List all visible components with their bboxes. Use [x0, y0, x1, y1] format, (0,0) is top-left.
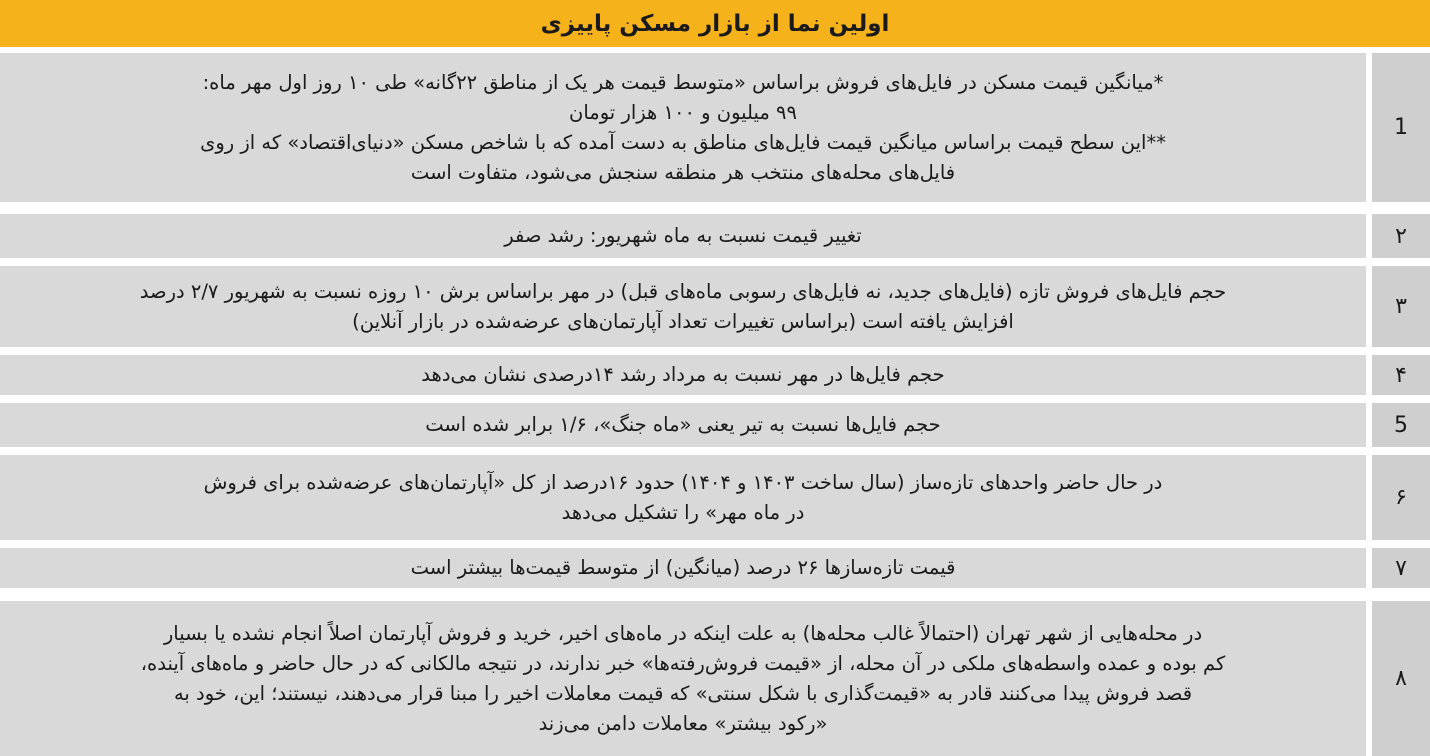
row-text-line: تغییر قیمت نسبت به ماه شهریور: رشد صفر: [504, 224, 862, 247]
table-title: اولین نما از بازار مسکن پاییزی: [540, 10, 890, 37]
row-text-line: *میانگین قیمت مسکن در فایل‌های فروش براساس «متوسط قیمت هر یک از مناطق ۲۲گانه» طی ۱۰ روز اول مهر ماه:: [202, 70, 1164, 94]
row-text-line: «رکود بیشتر» معاملات دامن می‌زند: [538, 711, 828, 735]
row-text-line: حجم فایل‌ها نسبت به تیر یعنی «ماه جنگ»، ۱/۶ برابر شده است: [425, 413, 941, 436]
table-row: [0, 397, 1430, 438]
row-description: [0, 355, 1366, 395]
row-description: [0, 214, 1366, 258]
row-text-line: حجم فایل‌های فروش تازه (فایل‌های جدید، نه فایل‌های رسوبی ماه‌های قبل) در مهر براساس برش ۱۰ روزه نسبت به شهریور ۲/۷ درصد: [139, 279, 1227, 303]
row-description: [0, 548, 1366, 588]
row-number: ۲: [1372, 214, 1430, 258]
row-description: [0, 266, 1366, 347]
row-text-line: در حال حاضر واحدهای تازه‌ساز (سال ساخت ۱۴۰۳ و ۱۴۰۴) حدود ۱۶درصد از کل «آپارتمان‌های عرضه‌شده برای فروش: [203, 470, 1163, 494]
row-text-line: کم بوده و عمده واسطه‌های ملکی در آن محله، از «قیمت فروش‌رفته‌ها» خبر ندارند، در نتیجه مالکانی که در حال حاضر و ماه‌های آینده،: [140, 651, 1226, 675]
row-text-line: فایل‌های محله‌های منتخب هر منطقه سنجش می‌شود، متفاوت است: [410, 160, 956, 184]
row-description: [0, 455, 1366, 540]
table-row: [0, 47, 1430, 184]
row-number: 5: [1372, 403, 1430, 447]
row-text-line: ۹۹ میلیون و ۱۰۰ هزار تومان: [569, 100, 797, 124]
row-number: 1: [1372, 53, 1430, 202]
row-text-line: حجم فایل‌ها در مهر نسبت به مرداد رشد ۱۴درصدی نشان می‌دهد: [421, 363, 945, 386]
table-row: [0, 449, 1430, 524]
table-row: [0, 542, 1430, 581]
row-description: [0, 403, 1366, 447]
row-text-line: **این سطح قیمت براساس میانگین قیمت فایل‌های مناطق به دست آمده که با شاخص مسکن «دنیای‌اقتصاد» که از روی: [200, 130, 1166, 154]
row-text-line: افزایش یافته است (براساس تغییرات تعداد آپارتمان‌های عرضه‌شده در بازار آنلاین): [352, 309, 1014, 333]
row-number: ۳: [1372, 266, 1430, 347]
row-text-line: قیمت تازه‌سازها ۲۶ درصد (میانگین) از متوسط قیمت‌ها بیشتر است: [410, 556, 956, 579]
row-description: [0, 53, 1366, 202]
table-row: [0, 349, 1430, 388]
table-row: [0, 208, 1430, 249]
row-text-line: در محله‌هایی از شهر تهران (احتمالاً غالب محله‌ها) به علت اینکه در ماه‌های اخیر، خرید و فروش آپارتمان اصلاً انجام نشده یا بسیار: [163, 621, 1203, 645]
row-number: ۶: [1372, 455, 1430, 540]
table-row: [0, 260, 1430, 333]
row-text-line: قصد فروش پیدا می‌کنند قادر به «قیمت‌گذاری با شکل سنتی» که قیمت معاملات اخیر را مبنا قرار می‌دهند، نیستند؛ این، خود به: [173, 681, 1193, 705]
table-row: [0, 595, 1430, 735]
row-text-line: در ماه مهر» را تشکیل می‌دهد: [561, 500, 805, 524]
row-number: ۷: [1372, 548, 1430, 588]
table-title-bar: [0, 0, 1430, 47]
row-number: ۸: [1372, 601, 1430, 756]
row-number: ۴: [1372, 355, 1430, 395]
row-description: [0, 601, 1366, 756]
